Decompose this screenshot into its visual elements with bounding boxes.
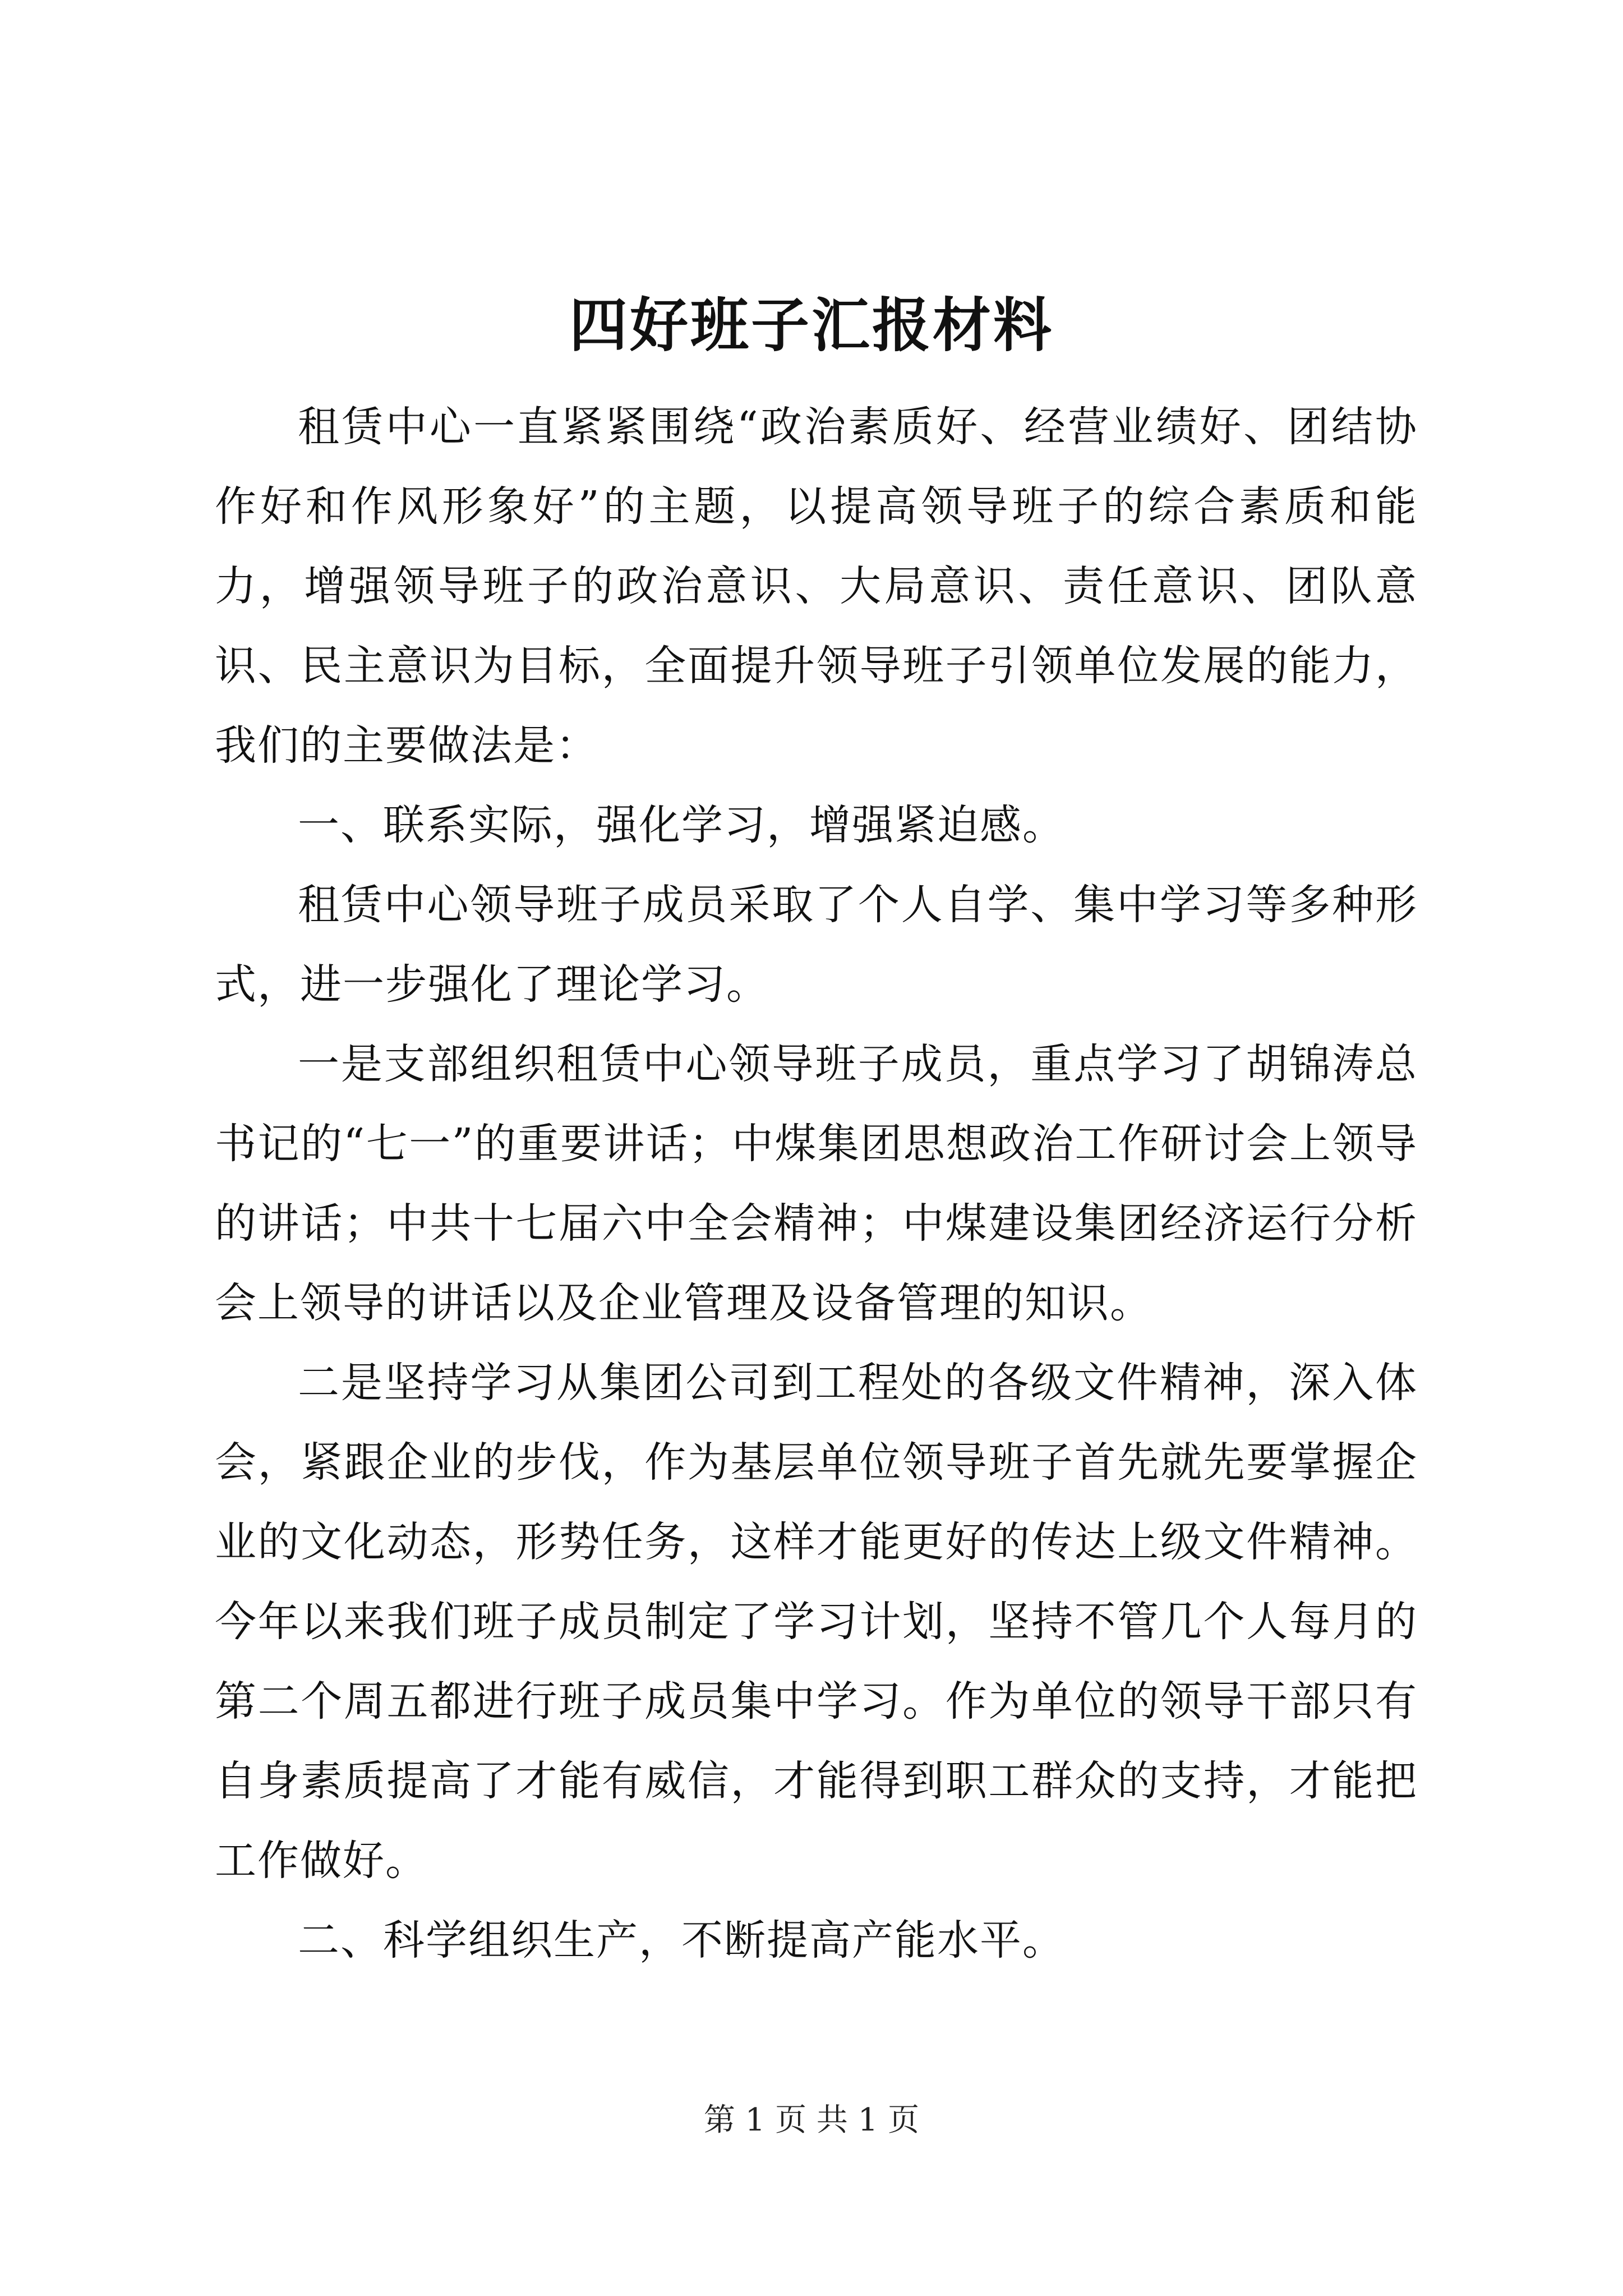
paragraph-second-point: 二是坚持学习从集团公司到工程处的各级文件精神，深入体会，紧跟企业的步伐，作为基层单位领导班子首先就先要掌握企业的文化动态，形势任务，这样才能更好的传达上级文件精神。今年以来我们班子成员制定了学习计划，坚持不管几个人每月的第二个周五都进行班子成员集中学习。作为单位的领导干部只有自身素质提高了才能有威信，才能得到职工群众的支持，才能把工作做好。: [215, 1359, 1418, 1885]
document-title: 四好班子汇报材料: [569, 291, 1054, 360]
document-body: [215, 387, 1418, 1980]
paragraph-first-point: 一是支部组织租赁中心领导班子成员，重点学习了胡锦涛总书记的“七一”的重要讲话；中煤集团思想政治工作研讨会上领导的讲话；中共十七届六中全会精神；中煤建设集团经济运行分析会上领导的讲话以及企业管理及设备管理的知识。: [215, 1040, 1418, 1327]
section-heading-2: 二、科学组织生产，不断提高产能水平。: [298, 1916, 1065, 1964]
paragraph-intro: 租赁中心一直紧紧围绕“政治素质好、经营业绩好、团结协作好和作风形象好”的主题，以提高领导班子的综合素质和能力，增强领导班子的政治意识、大局意识、责任意识、团队意识、民主意识为目标，全面提升领导班子引领单位发展的能力，我们的主要做法是：: [215, 403, 1418, 770]
section-heading-1: 一、联系实际，强化学习，增强紧迫感。: [298, 801, 1065, 849]
page-number-footer: 第 1 页 共 1 页: [703, 2102, 920, 2138]
paragraph-study-forms: 租赁中心领导班子成员采取了个人自学、集中学习等多种形式，进一步强化了理论学习。: [215, 881, 1418, 1009]
